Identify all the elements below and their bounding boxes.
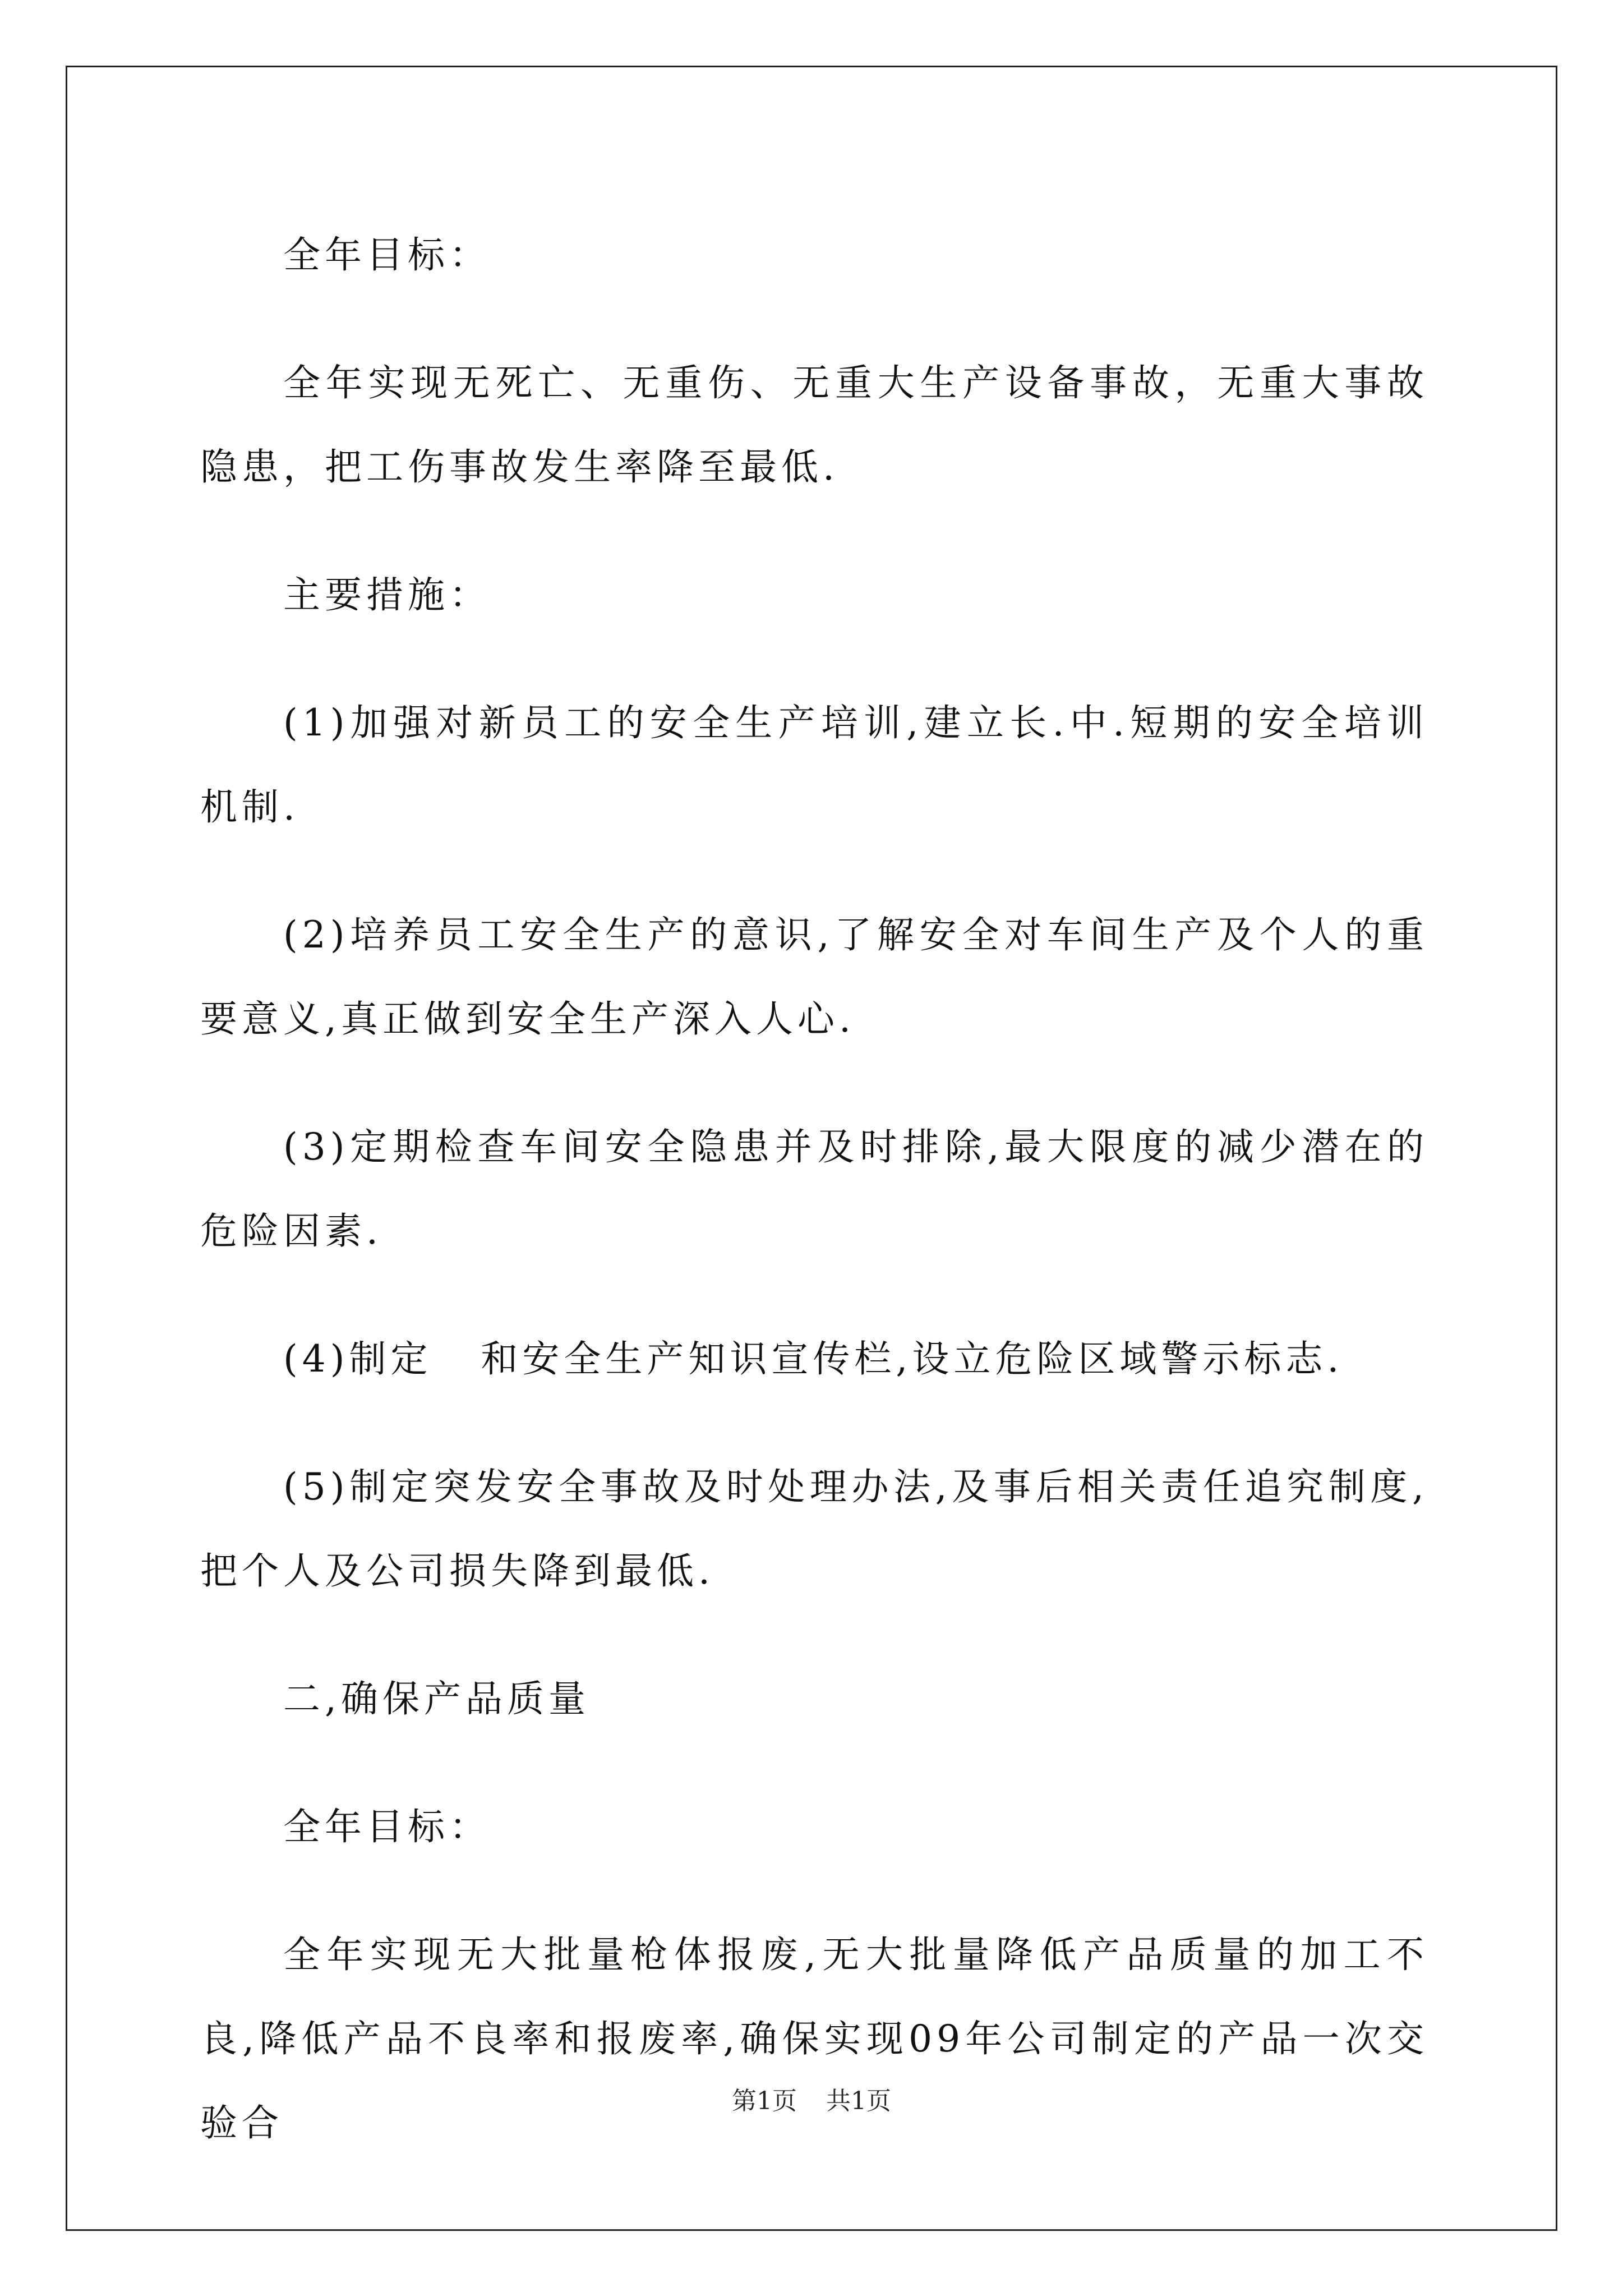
- paragraph-annual-goal-heading-2: 全年目标：: [283, 1805, 491, 1848]
- paragraph-measure-2: (2)培养员工安全生产的意识,了解安全对车间生产及个人的重要意义,真正做到安全生产深入人心.: [200, 913, 1428, 1041]
- paragraph-measure-3: (3)定期检查车间安全隐患并及时排除,最大限度的减少潜在的危险因素.: [200, 1125, 1428, 1253]
- paragraph-measure-1: (1)加强对新员工的安全生产培训,建立长.中.短期的安全培训机制.: [200, 701, 1428, 829]
- paragraph-main-measures-heading: 主要措施：: [283, 573, 491, 616]
- page-number-label: 第1页: [732, 2087, 797, 2115]
- paragraph-measure-4: (4)制定 和安全生产知识宣传栏,设立危险区域警示标志.: [283, 1337, 1344, 1381]
- paragraph-annual-goal-heading: 全年目标：: [283, 233, 491, 277]
- paragraph-safety-goal: 全年实现无死亡、无重伤、无重大生产设备事故，无重大事故隐患，把工伤事故发生率降至最低.: [200, 361, 1428, 489]
- page-total-label: 共1页: [826, 2087, 891, 2115]
- paragraph-measure-5: (5)制定突发安全事故及时处理办法,及事后相关责任追究制度,把个人及公司损失降到最低.: [200, 1465, 1428, 1593]
- paragraph-section-two-heading: 二,确保产品质量: [283, 1677, 590, 1720]
- page-footer: [0, 2085, 1623, 2118]
- document-body: [200, 213, 1428, 2209]
- paragraph-quality-goal: 全年实现无大批量枪体报废,无大批量降低产品质量的加工不良,降低产品不良率和报废率,确保实现09年公司制定的产品一次交验合: [200, 1933, 1428, 2145]
